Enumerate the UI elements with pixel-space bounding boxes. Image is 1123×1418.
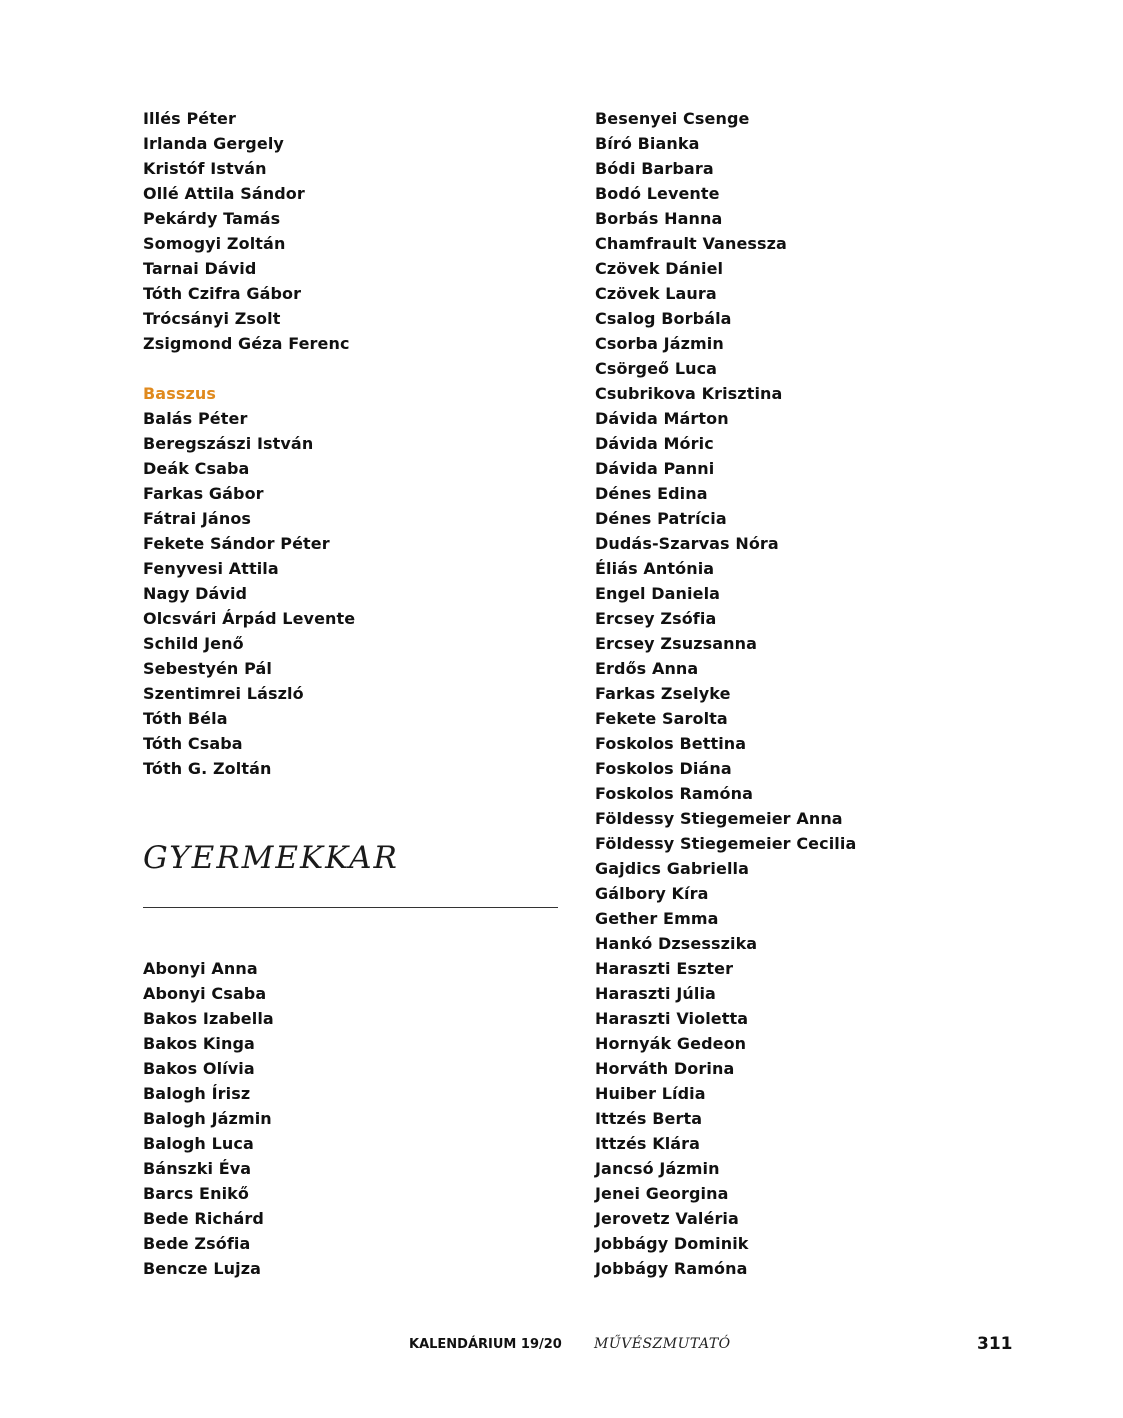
list-item: Barcs Enikő (143, 1184, 249, 1203)
list-item: Pekárdy Tamás (143, 209, 281, 228)
list-item: Éliás Antónia (595, 559, 715, 578)
page-footer (0, 1334, 1123, 1358)
publication-title: KALENDÁRIUM 19/20 (409, 1337, 562, 1352)
spacer (143, 356, 563, 381)
list-item: Dudás-Szarvas Nóra (595, 534, 779, 553)
list-item: Dávida Márton (595, 409, 729, 428)
list-item: Huiber Lídia (595, 1084, 706, 1103)
list-item: Farkas Zselyke (595, 684, 731, 703)
list-item: Csorba Jázmin (595, 334, 724, 353)
list-item: Tóth Béla (143, 709, 228, 728)
list-item: Csubrikova Krisztina (595, 384, 783, 403)
list-item: Fekete Sándor Péter (143, 534, 330, 553)
list-item: Dávida Panni (595, 459, 715, 478)
list-item: Dénes Edina (595, 484, 708, 503)
list-item: Jenei Georgina (595, 1184, 729, 1203)
list-item: Beregszászi István (143, 434, 314, 453)
list-item: Bakos Olívia (143, 1059, 255, 1078)
list-item: Farkas Gábor (143, 484, 264, 503)
list-item: Ollé Attila Sándor (143, 184, 305, 203)
list-item: Haraszti Violetta (595, 1009, 749, 1028)
list-item: Horváth Dorina (595, 1059, 735, 1078)
list-item: Chamfrault Vanessza (595, 234, 787, 253)
list-item: Bodó Levente (595, 184, 720, 203)
list-item: Bakos Izabella (143, 1009, 274, 1028)
list-item: Sebestyén Pál (143, 659, 272, 678)
list-item: Nagy Dávid (143, 584, 248, 603)
list-item: Balogh Luca (143, 1134, 254, 1153)
list-item: Erdős Anna (595, 659, 699, 678)
list-item: Gálbory Kíra (595, 884, 709, 903)
list-item: Jerovetz Valéria (595, 1209, 739, 1228)
section-label-basszus: Basszus (143, 384, 216, 403)
list-item: Jancsó Jázmin (595, 1159, 720, 1178)
list-item: Engel Daniela (595, 584, 721, 603)
list-item: Bede Zsófia (143, 1234, 251, 1253)
list-item: Gajdics Gabriella (595, 859, 750, 878)
list-item: Czövek Dániel (595, 259, 724, 278)
list-item: Besenyei Csenge (595, 109, 750, 128)
list-item: Tóth Czifra Gábor (143, 284, 302, 303)
list-item: Balogh Jázmin (143, 1109, 272, 1128)
list-item: Ittzés Klára (595, 1134, 701, 1153)
list-item: Ercsey Zsófia (595, 609, 717, 628)
list-item: Gether Emma (595, 909, 719, 928)
list-item: Tarnai Dávid (143, 259, 257, 278)
list-item: Fenyvesi Attila (143, 559, 279, 578)
list-item: Dávida Móric (595, 434, 714, 453)
list-item: Csalog Borbála (595, 309, 732, 328)
list-item: Bencze Lujza (143, 1259, 262, 1278)
list-item: Bakos Kinga (143, 1034, 255, 1053)
section-title: MŰVÉSZMUTATÓ (594, 1336, 731, 1352)
list-item: Irlanda Gergely (143, 134, 284, 153)
list-item: Schild Jenő (143, 634, 244, 653)
list-item: Földessy Stiegemeier Cecilia (595, 834, 857, 853)
list-item: Borbás Hanna (595, 209, 723, 228)
list-item: Fekete Sarolta (595, 709, 728, 728)
list-item: Fátrai János (143, 509, 252, 528)
list-item: Bánszki Éva (143, 1159, 252, 1178)
list-item: Bede Richárd (143, 1209, 264, 1228)
list-item: Jobbágy Ramóna (595, 1259, 748, 1278)
list-item: Olcsvári Árpád Levente (143, 609, 356, 628)
section-divider (143, 907, 558, 908)
list-item: Balás Péter (143, 409, 248, 428)
list-item: Szentimrei László (143, 684, 304, 703)
list-item: Zsigmond Géza Ferenc (143, 334, 350, 353)
list-item: Czövek Laura (595, 284, 717, 303)
list-item: Csörgeő Luca (595, 359, 718, 378)
list-item: Ercsey Zsuzsanna (595, 634, 758, 653)
list-item: Foskolos Diána (595, 759, 732, 778)
section-heading-gyermekkar: GYERMEKKAR (143, 840, 399, 876)
list-item: Hankó Dzsesszika (595, 934, 758, 953)
list-item: Hornyák Gedeon (595, 1034, 747, 1053)
list-item: Haraszti Júlia (595, 984, 716, 1003)
list-item: Bódi Barbara (595, 159, 714, 178)
list-item: Jobbágy Dominik (595, 1234, 749, 1253)
list-item: Foskolos Bettina (595, 734, 747, 753)
list-item: Abonyi Anna (143, 959, 258, 978)
list-item: Ittzés Berta (595, 1109, 703, 1128)
list-item: Trócsányi Zsolt (143, 309, 281, 328)
right-column-list (595, 106, 1015, 1281)
list-item: Abonyi Csaba (143, 984, 267, 1003)
list-item: Haraszti Eszter (595, 959, 734, 978)
list-item: Földessy Stiegemeier Anna (595, 809, 843, 828)
list-item: Deák Csaba (143, 459, 250, 478)
list-item: Bíró Bianka (595, 134, 700, 153)
page-number: 311 (977, 1334, 1013, 1354)
list-item: Kristóf István (143, 159, 267, 178)
left-column-list (143, 106, 563, 781)
list-item: Tóth G. Zoltán (143, 759, 272, 778)
list-item: Foskolos Ramóna (595, 784, 754, 803)
list-item: Tóth Csaba (143, 734, 243, 753)
list-item: Somogyi Zoltán (143, 234, 286, 253)
children-choir-list (143, 956, 563, 1281)
list-item: Illés Péter (143, 109, 236, 128)
list-item: Balogh Írisz (143, 1084, 251, 1103)
list-item: Dénes Patrícia (595, 509, 727, 528)
